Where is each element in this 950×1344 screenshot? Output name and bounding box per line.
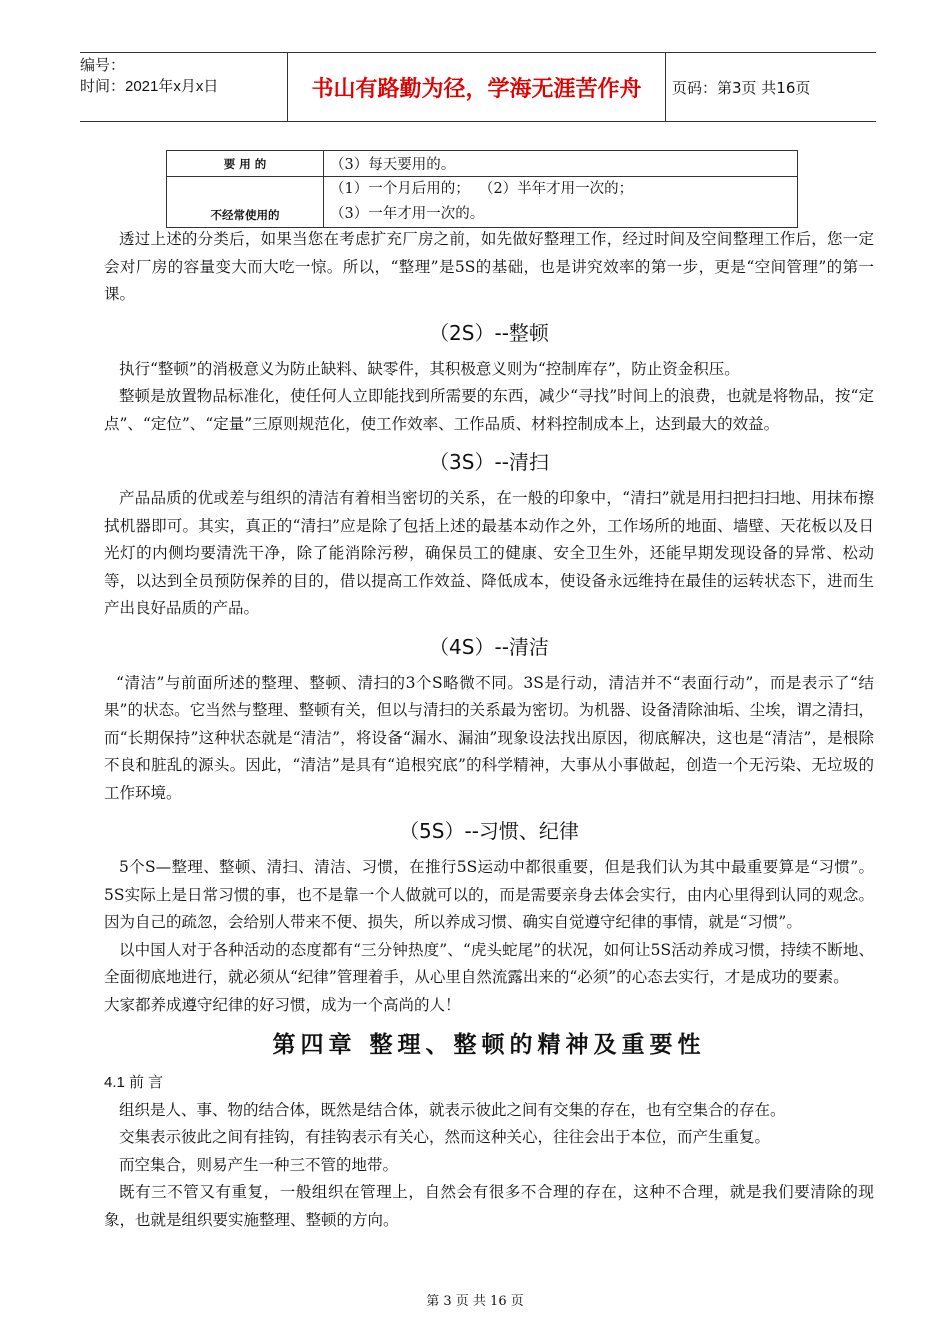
paragraph: 整顿是放置物品标准化，使任何人立即能找到所需要的东西，减少“寻找”时间上的浪费，也就是将物品，按“定点”、“定位”、“定量”三原则规范化，使工作效率、工作品质、材料控制成本上，达到最大的效益。 (104, 387, 874, 433)
paragraph: 产品品质的优或差与组织的清洁有着相当密切的关系，在一般的印象中，“清扫”就是用扫把扫扫地、用抹布擦拭机器即可。其实，真正的“清扫”应是除了包括上述的最基本动作之外，工作场所的地面、墙壁、天花板以及日光灯的内侧均要清洗干净，除了能消除污秽，确保员工的健康、安全卫生外，还能早期发现设备的异常、松动等，以达到全员预防保养的目的，借以提高工作效益、降低成本，使设备永远维持在最佳的运转状态下，进而生产出良好品质的产品。 (104, 489, 874, 617)
section-title: （3S）--清扫 (429, 450, 549, 474)
paragraph: 交集表示彼此之间有挂钩，有挂钩表示有关心，然而这种关心，往往会出于本位，而产生重复。 (119, 1128, 771, 1146)
section-title: （2S）--整顿 (429, 320, 549, 345)
header-meta (80, 53, 287, 123)
paragraph: 透过上述的分类后，如果当您在考虑扩充厂房之前，如先做好整理工作，经过时间及空间整理工作后，您一定会对厂房的容量变大而大吃一惊。所以，“整理”是5S的基础，也是讲究效率的第一步，更是“空间管理”的第一课。 (104, 230, 874, 303)
header-number: 编号： (80, 57, 126, 74)
header-motto: 书山有路勤为径，学海无涯苦作舟 (287, 53, 666, 121)
paragraph: 组织是人、事、物的结合体，既然是结合体，就表示彼此之间有交集的存在，也有空集合的存在。 (119, 1100, 786, 1119)
classification-table (166, 150, 798, 228)
paragraph: 既有三不管又有重复，一般组织在管理上，自然会有很多不合理的存在，这种不合理，就是我们要清除的现象，也就是组织要实施整理、整顿的方向。 (104, 1183, 874, 1229)
paragraph: 以中国人对于各种活动的态度都有“三分钟热度”、“虎头蛇尾”的状况，如何让5S活动养成习惯，持续不断地、全面彻底地进行，就必须从“纪律”管理着手，从心里自然流露出来的“必须”的心态去实行，才是成功的要素。 (104, 940, 874, 986)
table-cell (324, 177, 798, 228)
section-title: （5S）--习惯、纪律 (399, 819, 579, 843)
table-cell-text: （3）一年才用一次的。 (330, 206, 485, 222)
paragraph: 5个S—整理、整顿、清扫、清洁、习惯，在推行5S运动中都很重要，但是我们认为其中最重要算是“习惯”。5S实际上是日常习惯的事，也不是靠一个人做就可以的，而是需要亲身去体会实行，由内心里得到认同的观念。因为自己的疏忽，会给别人带来不便、损失，所以养成习惯、确实自觉遵守纪律的事情，就是“习惯”。 (104, 858, 874, 931)
table-row (167, 177, 798, 228)
table-row (167, 151, 798, 177)
table-cell (324, 151, 798, 177)
table-cell-text: （1）一个月后用的； （2）半年才用一次的； (330, 181, 634, 197)
paragraph: 执行“整顿”的消极意义为防止缺料、缺零件，其积极意义则为“控制库存”，防止资金积压。 (119, 359, 740, 378)
table-category: 不经常使用的 (167, 177, 324, 228)
header-time: 时间：2021年x月x日 (80, 78, 219, 95)
chapter-title: 第四章 整理、整顿的精神及重要性 (272, 1031, 706, 1058)
page-footer: 第 3 页 共 16 页 (426, 1294, 524, 1309)
paragraph: 大家都养成遵守纪律的好习惯，成为一个高尚的人！ (104, 995, 461, 1014)
subsection-title: 4.1 前 言 (104, 1074, 164, 1091)
page-header (80, 52, 876, 122)
paragraph: 而空集合，则易产生一种三不管的地带。 (119, 1155, 399, 1174)
table-cell-text: （3）每天要用的。 (330, 157, 456, 173)
table-category: 要 用 的 (167, 151, 324, 177)
paragraph: “清洁”与前面所述的整理、整顿、清扫的3个S略微不同。3S是行动，清洁并不“表面行动”，而是表示了“结果”的状态。它当然与整理、整顿有关，但以与清扫的关系最为密切。为机器、设备清除油垢、尘埃，谓之清扫，而“长期保持”这种状态就是“清洁”，将设备“漏水、漏油”现象设法找出原因，彻底解决，这也是“清洁”，是根除不良和脏乱的源头。因此，“清洁”是具有“追根究底”的科学精神，大事从小事做起，创造一个无污染、无垃圾的工作环境。 (104, 673, 874, 802)
section-title: （4S）--清洁 (429, 634, 549, 659)
page-body (104, 226, 874, 1234)
header-page: 页码：第3页 共16页 (672, 78, 811, 97)
